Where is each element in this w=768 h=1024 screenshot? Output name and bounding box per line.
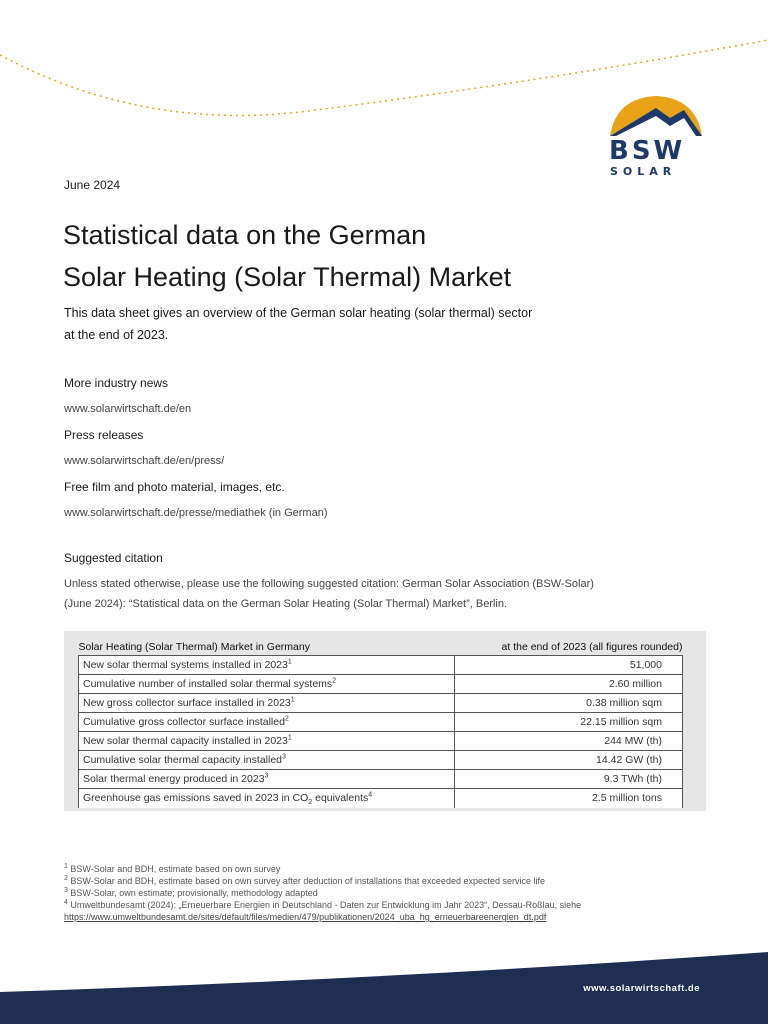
footnote-4 <box>64 899 704 911</box>
row-label-pre: Greenhouse gas emissions saved in 2023 in CO <box>83 791 309 804</box>
table-row <box>79 751 683 770</box>
table-cell-label <box>79 656 455 675</box>
footnote-ref: 4 <box>368 791 373 799</box>
row-label: New gross collector surface installed in 2023 <box>83 696 291 709</box>
table-cell-value: 14.42 GW (th) <box>454 751 682 770</box>
footnote-ref: 3 <box>264 772 269 779</box>
table-cell-value: 2.5 million tons <box>454 789 682 808</box>
logo-text-solar: SOLAR <box>610 165 677 178</box>
row-label-post: equivalents <box>312 791 369 804</box>
row-label: Cumulative solar thermal capacity installed <box>83 753 283 766</box>
intro-line-2: at the end of 2023. <box>64 328 169 342</box>
footer-website-link[interactable]: www.solarwirtschaft.de <box>583 983 700 994</box>
table-cell-value: 2.60 million <box>454 675 682 694</box>
footnote-text: BSW-Solar and BDH, estimate based on own survey after deduction of installations that exceeded expected service life <box>67 876 545 886</box>
footnotes <box>64 863 704 923</box>
link-label-industry-news: More industry news <box>64 376 169 390</box>
logo-text-bsw: BSW <box>609 136 686 166</box>
footnote-ref: 1 <box>290 696 295 703</box>
subscript: 2 <box>308 798 313 806</box>
table-cell-value: 9.3 TWh (th) <box>454 770 682 789</box>
row-label: New solar thermal systems installed in 2023 <box>83 658 288 671</box>
table-row <box>79 789 683 808</box>
footnote-number: 1 <box>64 863 68 870</box>
table-cell-label <box>79 789 455 808</box>
table-row <box>79 656 683 675</box>
footnote-number: 3 <box>64 887 68 894</box>
table-cell-label <box>79 770 455 789</box>
footnote-number: 2 <box>64 875 68 882</box>
table-cell-label <box>79 732 455 751</box>
footnote-ref: 1 <box>287 658 292 665</box>
footer-banner <box>0 940 768 1024</box>
footnote-text: Umweltbundesamt (2024): „Erneuerbare Energien in Deutschland - Daten zur Entwicklung im Jahr 2023“, Dessau-Roßlau, siehe <box>67 900 582 910</box>
footnote-ref: 2 <box>332 677 337 684</box>
table-cell-label <box>79 713 455 732</box>
citation-heading: Suggested citation <box>64 551 163 565</box>
footnote-ref: 2 <box>284 715 289 722</box>
row-label: Solar thermal energy produced in 2023 <box>83 772 265 785</box>
intro-line-1: This data sheet gives an overview of the German solar heating (solar thermal) sector <box>64 306 533 320</box>
table-header-left: Solar Heating (Solar Thermal) Market in Germany <box>78 641 310 653</box>
document-date: June 2024 <box>64 178 121 192</box>
citation-line-2: (June 2024): “Statistical data on the German Solar Heating (Solar Thermal) Market”, Berlin. <box>64 598 508 610</box>
citation-line-1: Unless stated otherwise, please use the following suggested citation: German Solar Association (BSW-Solar) <box>64 578 594 590</box>
table-cell-label <box>79 675 455 694</box>
market-data-table <box>78 639 683 808</box>
footnote-ref: 1 <box>287 734 292 741</box>
table-row <box>79 675 683 694</box>
link-media[interactable]: www.solarwirtschaft.de/presse/mediathek (in German) <box>64 507 328 519</box>
table-cell-value: 0.38 million sqm <box>454 694 682 713</box>
footnote-ref: 3 <box>282 753 286 760</box>
title-line-2: Solar Heating (Solar Thermal) Market <box>63 262 512 292</box>
citation-text <box>64 574 704 614</box>
resource-links <box>64 374 664 530</box>
table-cell-value: 22.15 million sqm <box>454 713 682 732</box>
link-industry-news[interactable]: www.solarwirtschaft.de/en <box>64 403 192 415</box>
table-row <box>79 770 683 789</box>
table-row <box>79 694 683 713</box>
table-cell-label <box>79 751 455 770</box>
footnote-number: 4 <box>64 899 68 906</box>
footnote-text: BSW-Solar and BDH, estimate based on own survey <box>67 864 281 874</box>
footnote-2 <box>64 875 704 887</box>
link-label-press-releases: Press releases <box>64 428 144 442</box>
footnote-source-link[interactable]: https://www.umweltbundesamt.de/sites/default/files/medien/479/publikationen/2024_uba_hg_erneuerbareenergien_dt.pdf <box>64 912 547 922</box>
table-cell-label <box>79 694 455 713</box>
footnote-3 <box>64 887 704 899</box>
row-label: New solar thermal capacity installed in 2023 <box>83 734 288 747</box>
page-title <box>63 214 511 298</box>
link-press-releases[interactable]: www.solarwirtschaft.de/en/press/ <box>64 455 225 467</box>
footnote-text: BSW-Solar, own estimate; provisionally, methodology adapted <box>67 888 318 898</box>
title-line-1: Statistical data on the German <box>63 220 427 250</box>
row-label: Cumulative gross collector surface installed <box>83 715 285 728</box>
table-header-row <box>79 639 683 656</box>
link-label-media: Free film and photo material, images, etc. <box>64 480 285 494</box>
table-cell-value: 51,000 <box>454 656 682 675</box>
table-header-right: at the end of 2023 (all figures rounded) <box>501 641 683 653</box>
table-cell-value: 244 MW (th) <box>454 732 682 751</box>
intro-paragraph <box>64 302 564 346</box>
table-row <box>79 713 683 732</box>
table-row <box>79 732 683 751</box>
row-label: Cumulative number of installed solar thermal systems <box>83 677 333 690</box>
market-data-table-panel <box>64 631 706 811</box>
footnote-1 <box>64 863 704 875</box>
